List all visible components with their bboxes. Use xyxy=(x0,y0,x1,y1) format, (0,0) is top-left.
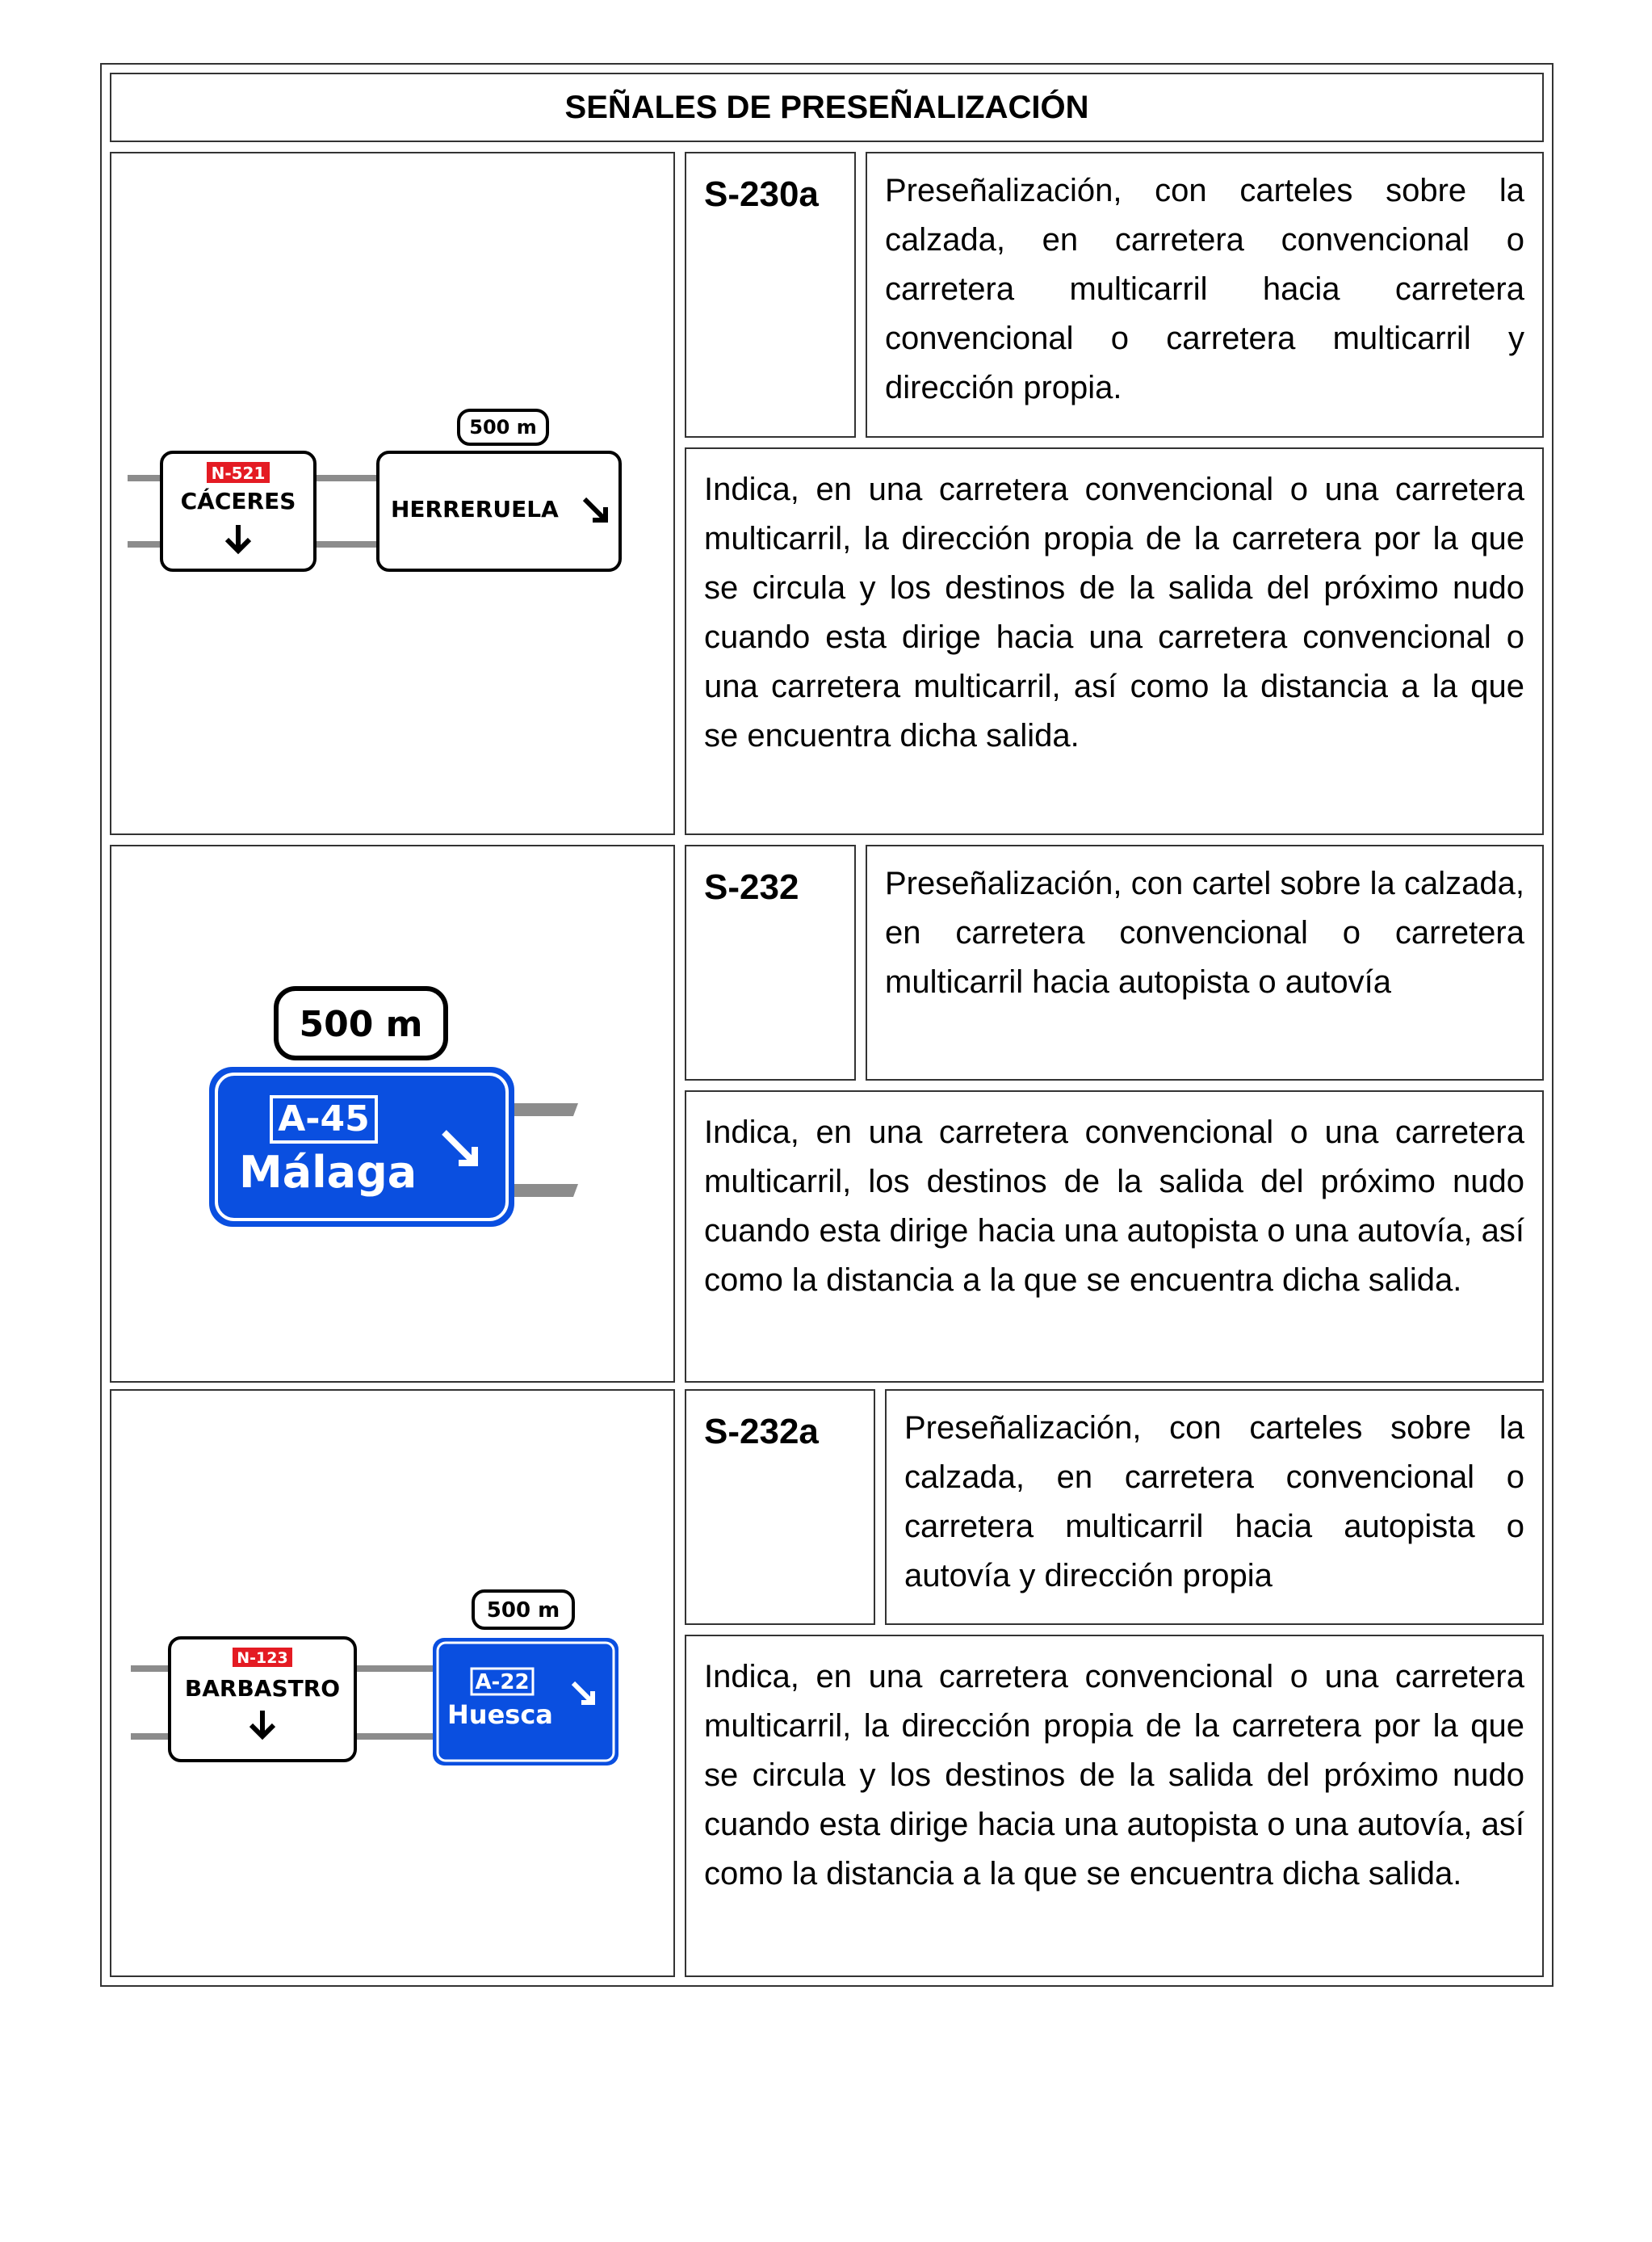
sign-description-s230a: Indica, en una carretera convencional o una carretera multicarril, la dirección propia de la carretera por la que se circula y los destinos de la salida del próximo nudo cuando esta dirige hacia una carretera convencional o una carretera multicarril, así como la distancia a la que se encuentra dicha salida. xyxy=(685,447,1544,835)
sign-s232-illustration xyxy=(111,846,677,1384)
sign-name-s230a: Preseñalización, con carteles sobre la calzada, en carretera convencional o carretera multicarril hacia carretera convencional o carretera multicarril y dirección propia. xyxy=(866,152,1544,438)
left-road-number: N-123 xyxy=(237,1649,288,1667)
sign-image-cell-s232 xyxy=(110,845,675,1383)
distance-label: 500 m xyxy=(469,416,537,439)
page-title: SEÑALES DE PRESEÑALIZACIÓN xyxy=(110,73,1544,142)
sign-description-s232: Indica, en una carretera convencional o una carretera multicarril, los destinos de la salida del próximo nudo cuando esta dirige hacia una autopista o una autovía, así como la distancia a la que se encuentra dicha salida. xyxy=(685,1090,1544,1383)
left-destination: CÁCERES xyxy=(180,488,296,514)
sign-code-s232: S-232 xyxy=(685,845,856,1081)
left-road-number: N-521 xyxy=(211,464,266,483)
right-destination: HERRERUELA xyxy=(391,496,559,523)
sign-image-cell-s232a xyxy=(110,1389,675,1977)
sign-name-s232a: Preseñalización, con carteles sobre la calzada, en carretera convencional o carretera multicarril hacia autopista o autovía y dirección propia xyxy=(885,1389,1544,1625)
distance-label: 500 m xyxy=(486,1598,560,1623)
sign-image-cell-s230a xyxy=(110,152,675,835)
right-road-number: A-22 xyxy=(475,1670,530,1694)
distance-label: 500 m xyxy=(299,1004,423,1045)
sign-code-s230a: S-230a xyxy=(685,152,856,438)
destination-name: Málaga xyxy=(239,1147,417,1198)
left-destination: BARBASTRO xyxy=(184,1675,341,1702)
gantry-bars xyxy=(507,1103,578,1197)
sign-name-s232: Preseñalización, con cartel sobre la calzada, en carretera convencional o carretera multicarril hacia autopista o autovía xyxy=(866,845,1544,1081)
road-number: A-45 xyxy=(278,1098,370,1140)
sign-s230a-illustration xyxy=(111,153,677,837)
sign-s232a-illustration xyxy=(111,1391,677,1979)
sign-description-s232a: Indica, en una carretera convencional o una carretera multicarril, la dirección propia de la carretera por la que se circula y los destinos de la salida del próximo nudo cuando esta dirige hacia una autopista o una autovía, así como la distancia a la que se encuentra dicha salida. xyxy=(685,1635,1544,1977)
right-destination: Huesca xyxy=(447,1699,553,1730)
sign-code-s232a: S-232a xyxy=(685,1389,875,1625)
